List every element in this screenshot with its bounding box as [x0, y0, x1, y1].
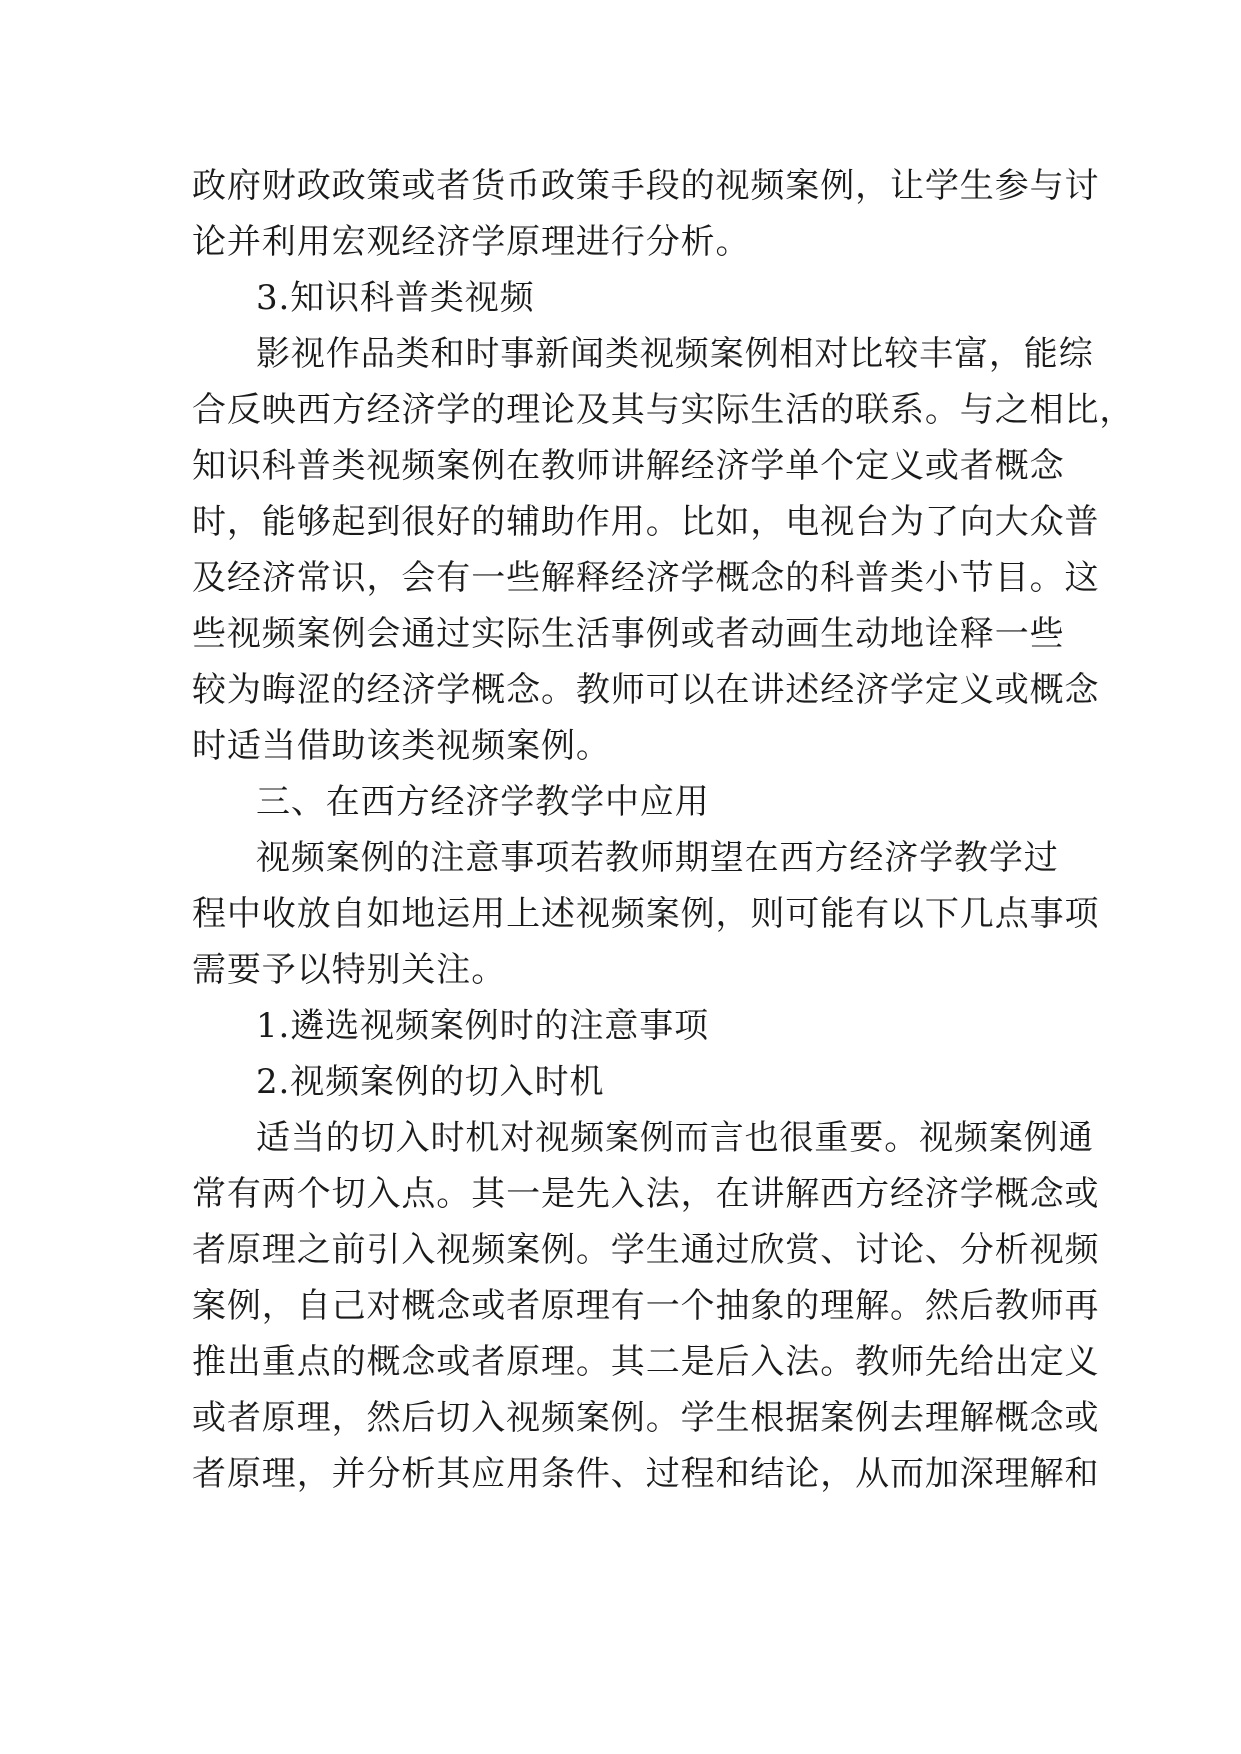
section-heading: 2.视频案例的切入时机: [256, 1062, 605, 1102]
text-line: 或者原理，然后切入视频案例。学生根据案例去理解概念或: [192, 1398, 1100, 1438]
section-heading: 1.遴选视频案例时的注意事项: [256, 1006, 710, 1046]
text-line: 需要予以特别关注。: [192, 950, 507, 990]
text-line: 及经济常识，会有一些解释经济学概念的科普类小节目。这: [192, 558, 1100, 598]
section-heading: 3.知识科普类视频: [256, 278, 535, 318]
text-line: 程中收放自如地运用上述视频案例，则可能有以下几点事项: [192, 894, 1100, 934]
text-line: 影视作品类和时事新闻类视频案例相对比较丰富，能综: [256, 334, 1094, 374]
text-line: 适当的切入时机对视频案例而言也很重要。视频案例通: [256, 1118, 1094, 1158]
text-line: 合反映西方经济学的理论及其与实际生活的联系。与之相比，: [192, 390, 1135, 430]
text-line: 时，能够起到很好的辅助作用。比如，电视台为了向大众普: [192, 502, 1100, 542]
text-line: 者原理，并分析其应用条件、过程和结论，从而加深理解和: [192, 1454, 1100, 1494]
text-line: 者原理之前引入视频案例。学生通过欣赏、讨论、分析视频: [192, 1230, 1100, 1270]
text-line: 政府财政政策或者货币政策手段的视频案例，让学生参与讨: [192, 166, 1100, 206]
text-line: 论并利用宏观经济学原理进行分析。: [192, 222, 751, 262]
text-line: 常有两个切入点。其一是先入法，在讲解西方经济学概念或: [192, 1174, 1100, 1214]
text-line: 较为晦涩的经济学概念。教师可以在讲述经济学定义或概念: [192, 670, 1100, 710]
text-line: 时适当借助该类视频案例。: [192, 726, 611, 766]
text-line: 视频案例的注意事项若教师期望在西方经济学教学过: [256, 838, 1059, 878]
text-line: 知识科普类视频案例在教师讲解经济学单个定义或者概念: [192, 446, 1065, 486]
text-line: 推出重点的概念或者原理。其二是后入法。教师先给出定义: [192, 1342, 1100, 1382]
text-line: 案例，自己对概念或者原理有一个抽象的理解。然后教师再: [192, 1286, 1100, 1326]
text-line: 些视频案例会通过实际生活事例或者动画生动地诠释一些: [192, 614, 1065, 654]
section-heading: 三、在西方经济学教学中应用: [256, 782, 710, 822]
